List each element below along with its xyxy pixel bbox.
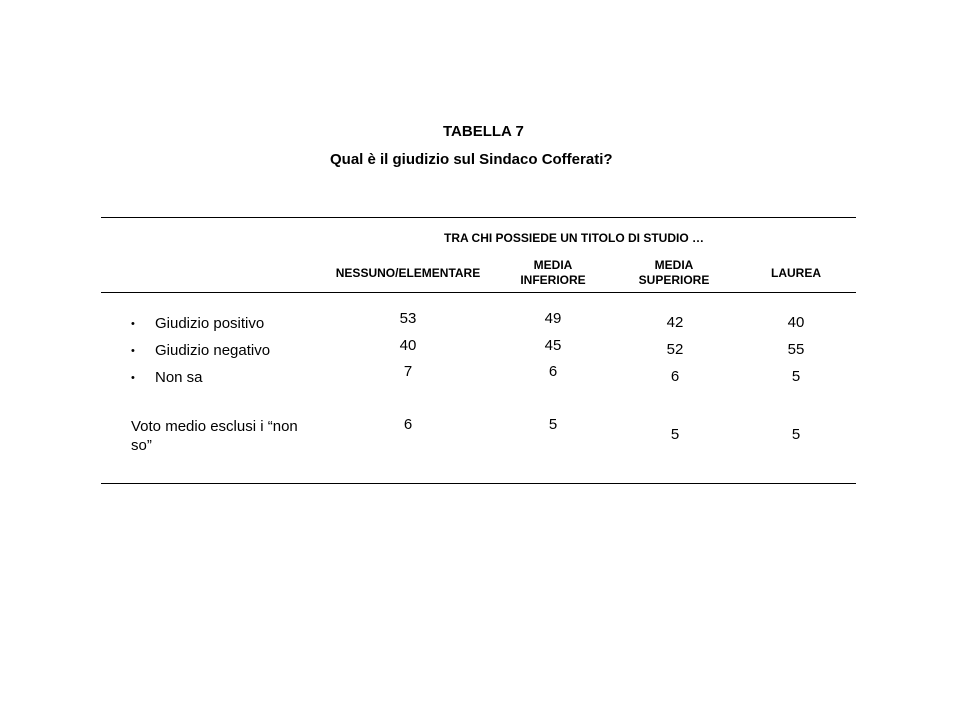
group-header: TRA CHI POSSIEDE UN TITOLO DI STUDIO … [444, 231, 705, 245]
table-cell: 52 [666, 341, 684, 358]
column-header-laurea [746, 266, 846, 281]
column-header-line: NESSUNO/ELEMENTARE [335, 266, 481, 280]
table-cell: 6 [670, 368, 680, 385]
column-header-line: MEDIA [654, 258, 694, 272]
top-rule [101, 217, 856, 218]
header-rule [101, 292, 856, 293]
bottom-rule [101, 483, 856, 484]
table-question: Qual è il giudizio sul Sindaco Cofferati? [330, 151, 613, 168]
bullet-icon: • [131, 345, 135, 357]
column-header-line: INFERIORE [520, 273, 586, 287]
row-label-non-sa: Non sa [155, 369, 203, 386]
table-cell: 5 [791, 426, 801, 443]
table-cell: 42 [666, 314, 684, 331]
bullet-icon: • [131, 318, 135, 330]
column-header-media-superiore [624, 258, 724, 288]
row-label-line: so” [131, 437, 152, 454]
column-header-media-inferiore [503, 258, 603, 288]
column-header-line: MEDIA [533, 258, 573, 272]
table-cell: 55 [787, 341, 805, 358]
table-cell: 49 [544, 310, 562, 327]
table-cell: 7 [403, 363, 413, 380]
row-label-voto-medio [131, 417, 298, 455]
table-cell: 40 [399, 337, 417, 354]
table-cell: 45 [544, 337, 562, 354]
row-label-giudizio-negativo: Giudizio negativo [155, 342, 271, 359]
table-cell: 40 [787, 314, 805, 331]
row-label-line: Voto medio esclusi i “non [131, 418, 298, 435]
column-header-line: LAUREA [771, 266, 821, 280]
table-title: TABELLA 7 [443, 123, 524, 140]
table-cell: 6 [403, 416, 413, 433]
table-cell: 5 [791, 368, 801, 385]
table-cell: 6 [548, 363, 558, 380]
column-header-line: SUPERIORE [638, 273, 710, 287]
bullet-icon: • [131, 372, 135, 384]
table-cell: 5 [548, 416, 558, 433]
column-header-nessuno-elementare [318, 266, 498, 281]
table-cell: 5 [670, 426, 680, 443]
row-label-giudizio-positivo: Giudizio positivo [155, 315, 265, 332]
table-cell: 53 [399, 310, 417, 327]
